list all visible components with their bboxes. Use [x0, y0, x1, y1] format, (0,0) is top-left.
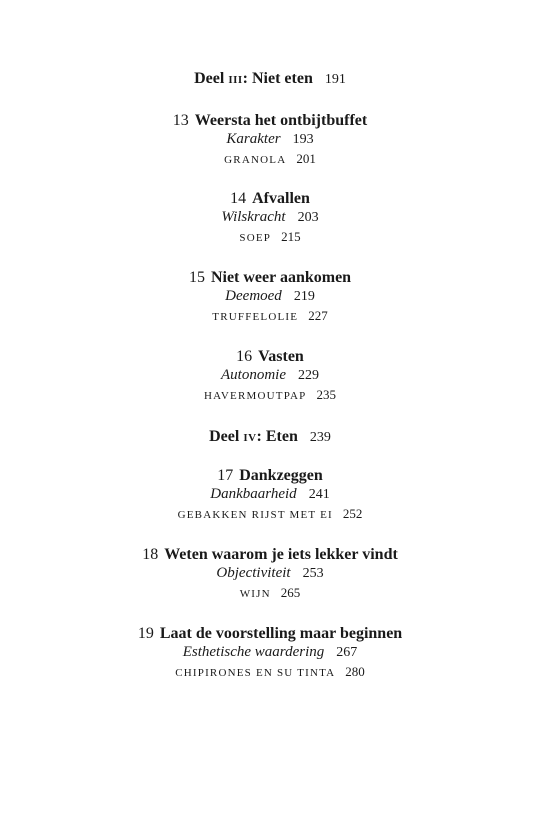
chapter-number: 15	[188, 269, 205, 286]
recipe-title: WIJN	[239, 588, 271, 600]
chapter-subtitle-16	[0, 367, 540, 384]
recipe-page-number: 235	[316, 387, 336, 402]
chapter-number: 17	[217, 467, 234, 484]
recipe-page-number: 201	[296, 151, 316, 166]
recipe-title: HAVERMOUTPAP	[204, 390, 307, 402]
chapter-recipe-19	[0, 664, 540, 680]
chapter-title: Dankzeggen	[239, 467, 323, 484]
chapter-recipe-15	[0, 308, 540, 324]
chapter-heading-14	[0, 190, 540, 208]
chapter-heading-15	[0, 269, 540, 287]
chapter-heading-19	[0, 625, 540, 643]
chapter-number: 18	[142, 546, 159, 563]
chapter-heading-16	[0, 348, 540, 366]
chapter-title: Weersta het ontbijtbuffet	[194, 112, 368, 129]
chapter-recipe-16	[0, 387, 540, 403]
part-heading-3	[0, 70, 540, 88]
subtitle-page-number: 203	[297, 210, 319, 225]
chapter-recipe-14	[0, 229, 540, 245]
subtitle-text: Objectiviteit	[216, 565, 291, 581]
chapter-subtitle-19	[0, 644, 540, 661]
part-title: : Eten	[256, 428, 298, 445]
subtitle-text: Karakter	[226, 131, 281, 147]
chapter-recipe-17	[0, 506, 540, 522]
subtitle-text: Autonomie	[221, 367, 286, 383]
chapter-title: Afvallen	[252, 190, 310, 207]
recipe-page-number: 227	[308, 308, 328, 323]
part-prefix: Deel	[194, 70, 229, 87]
chapter-number: 19	[137, 625, 154, 642]
chapter-number: 13	[172, 112, 189, 129]
subtitle-page-number: 267	[336, 645, 358, 660]
chapter-title: Laat de voorstelling maar beginnen	[159, 625, 403, 642]
chapter-heading-17	[0, 467, 540, 485]
subtitle-text: Wilskracht	[221, 209, 286, 225]
part-roman-numeral: iv	[243, 428, 257, 445]
recipe-title: GEBAKKEN RIJST MET EI	[177, 509, 333, 521]
part-roman-numeral: iii	[228, 70, 243, 87]
recipe-page-number: 265	[280, 585, 301, 600]
recipe-page-number: 252	[342, 506, 363, 521]
chapter-subtitle-13	[0, 131, 540, 148]
chapter-number: 14	[230, 190, 247, 207]
part-title: : Niet eten	[242, 70, 313, 87]
chapter-title: Weten waarom je iets lekker vindt	[164, 546, 398, 563]
recipe-title: SOEP	[239, 232, 272, 244]
subtitle-page-number: 253	[302, 566, 324, 581]
chapter-number: 16	[236, 348, 253, 365]
recipe-title: GRANOLA	[224, 154, 287, 166]
chapter-heading-18	[0, 546, 540, 564]
chapter-subtitle-17	[0, 486, 540, 503]
recipe-title: TRUFFELOLIE	[212, 311, 299, 323]
part-page-number: 191	[324, 72, 346, 87]
chapter-subtitle-18	[0, 565, 540, 582]
chapter-title: Niet weer aankomen	[210, 269, 352, 286]
recipe-title: CHIPIRONES EN SU TINTA	[175, 667, 336, 679]
chapter-title: Vasten	[258, 348, 304, 365]
subtitle-text: Dankbaarheid	[210, 486, 297, 502]
subtitle-page-number: 193	[292, 132, 314, 147]
chapter-recipe-18	[0, 585, 540, 601]
subtitle-text: Deemoed	[225, 288, 282, 304]
recipe-page-number: 215	[281, 229, 301, 244]
chapter-heading-13	[0, 112, 540, 130]
part-heading-4	[0, 428, 540, 446]
subtitle-text: Esthetische waardering	[182, 644, 325, 660]
part-page-number: 239	[309, 430, 331, 445]
recipe-page-number: 280	[345, 664, 365, 679]
subtitle-page-number: 241	[308, 487, 330, 502]
chapter-recipe-13	[0, 151, 540, 167]
part-prefix: Deel	[209, 428, 244, 445]
subtitle-page-number: 219	[293, 289, 315, 304]
subtitle-page-number: 229	[298, 368, 319, 383]
chapter-subtitle-15	[0, 288, 540, 305]
chapter-subtitle-14	[0, 209, 540, 226]
